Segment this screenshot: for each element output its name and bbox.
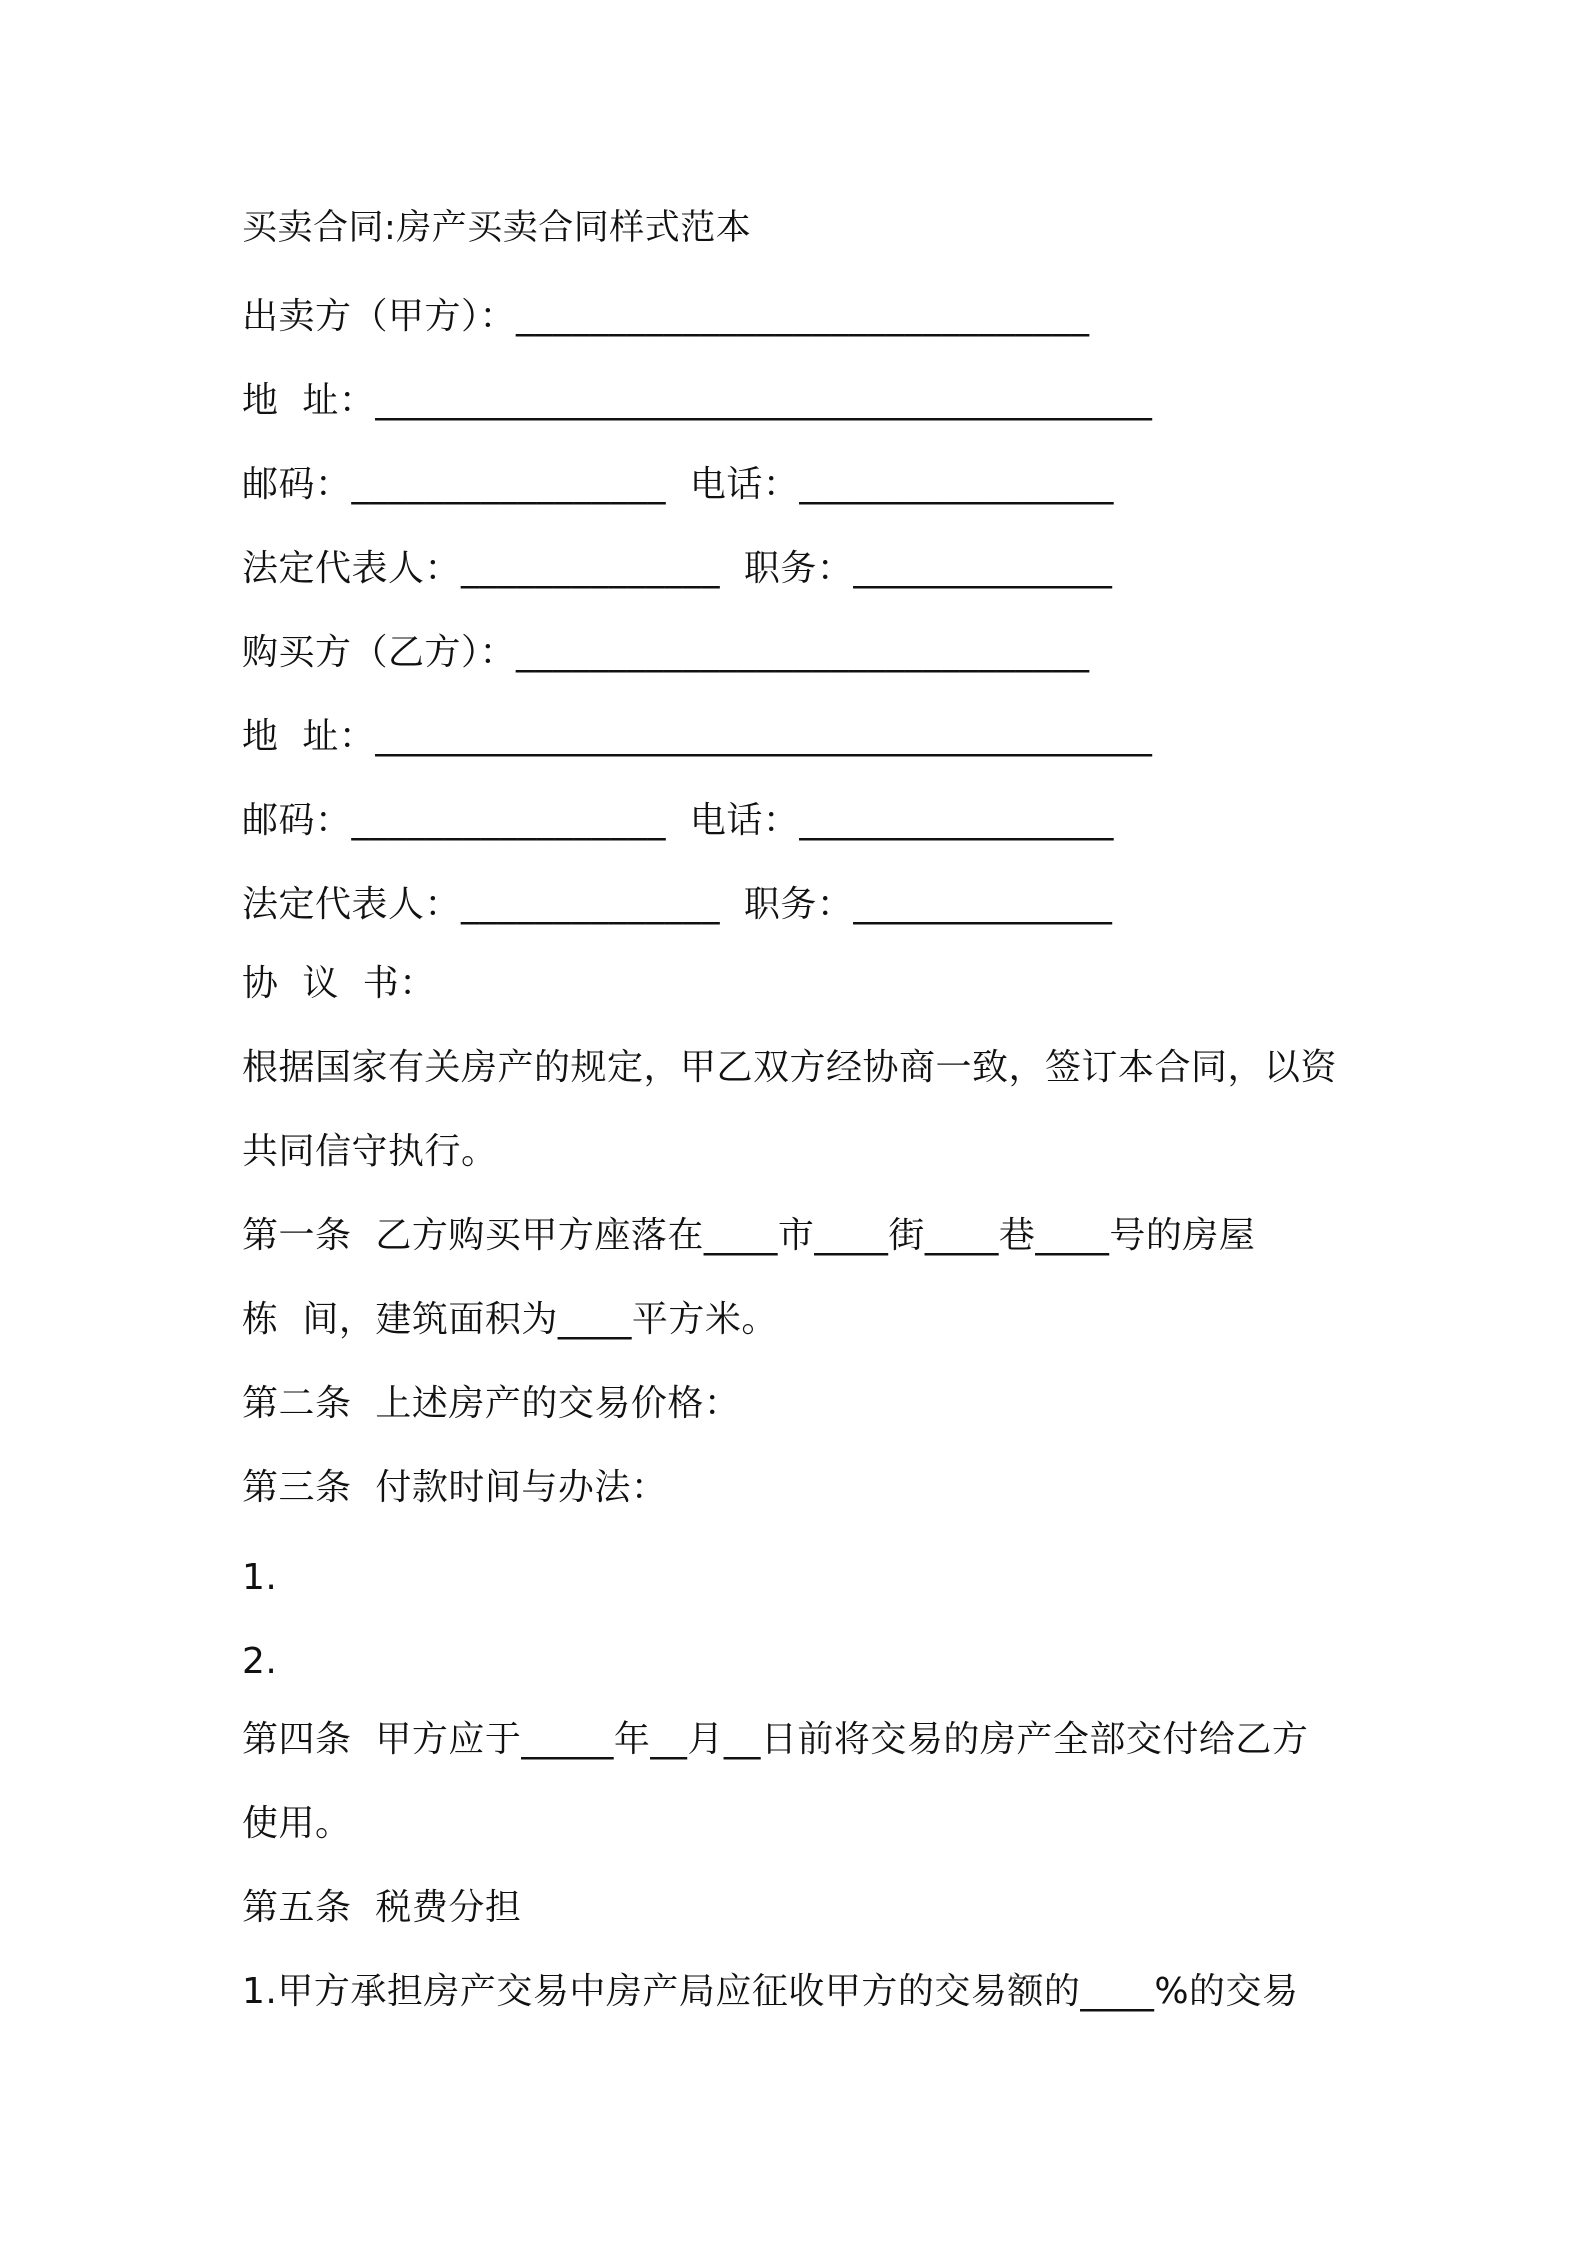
article-3: 第三条 付款时间与办法： [242, 1467, 668, 1508]
seller-address-field: 地 址：__________________________________________ [242, 380, 1153, 421]
article-2: 第二条 上述房产的交易价格： [242, 1383, 741, 1424]
article-3-item-1: 1. [242, 1557, 278, 1598]
article-1-line-2: 栋 间，建筑面积为____平方米。 [242, 1299, 778, 1340]
preamble-line-2: 共同信守执行。 [242, 1131, 498, 1172]
buyer-rep-title-field: 法定代表人：______________ 职务：______________ [242, 884, 1113, 925]
buyer-address-field: 地 址：__________________________________________ [242, 716, 1153, 757]
buyer-party-field: 购买方（乙方）：_______________________________ [242, 632, 1090, 673]
article-4-line-2: 使用。 [242, 1803, 352, 1844]
preamble-line-1: 根据国家有关房产的规定，甲乙双方经协商一致，签订本合同，以资 [242, 1047, 1338, 1088]
article-4-line-1: 第四条 甲方应于_____年__月__日前将交易的房产全部交付给乙方 [242, 1719, 1309, 1760]
seller-zip-phone-field: 邮码：_________________ 电话：_________________ [242, 464, 1114, 505]
document-title: 买卖合同:房产买卖合同样式范本 [242, 208, 752, 248]
buyer-zip-phone-field: 邮码：_________________ 电话：_________________ [242, 800, 1114, 841]
seller-rep-title-field: 法定代表人：______________ 职务：______________ [242, 548, 1113, 589]
article-1-line-1: 第一条 乙方购买甲方座落在____市____街____巷____号的房屋 [242, 1215, 1256, 1256]
article-5-item-1: 1.甲方承担房产交易中房产局应征收甲方的交易额的____%的交易 [242, 1971, 1299, 2012]
article-5: 第五条 税费分担 [242, 1887, 522, 1928]
seller-party-field: 出卖方（甲方）：_______________________________ [242, 296, 1090, 337]
agreement-heading: 协 议 书： [242, 963, 436, 1004]
article-3-item-2: 2. [242, 1641, 278, 1682]
